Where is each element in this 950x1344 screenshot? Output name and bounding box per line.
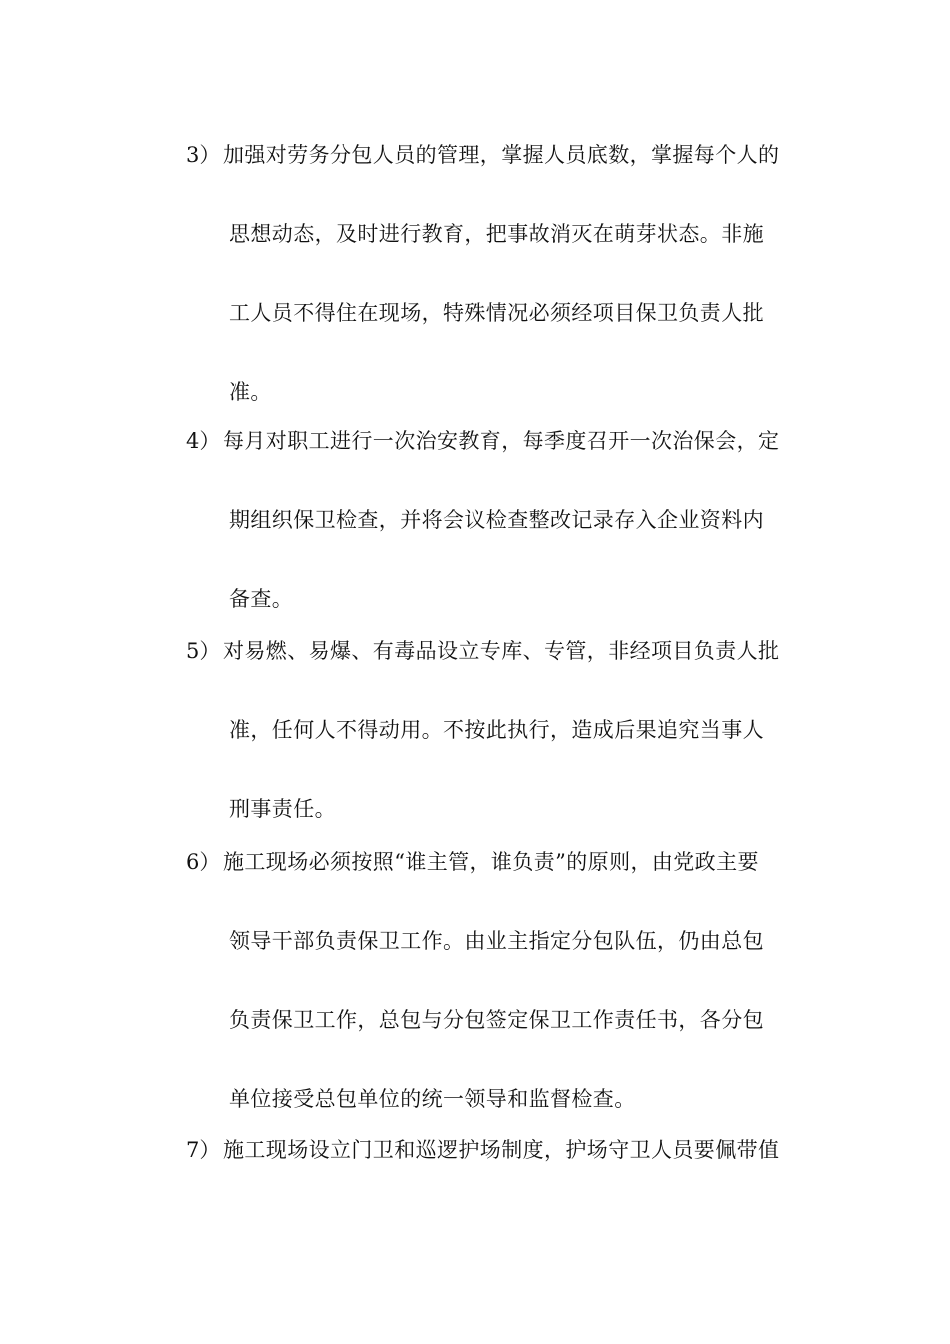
list-item (186, 1136, 806, 1215)
item-text: 对易燃、易爆、有毒品设立专库、专管，非经项目负责人批 (223, 639, 780, 663)
text-line (186, 220, 806, 299)
text-line (186, 427, 806, 506)
item-text: 思想动态，及时进行教育，把事故消灭在萌芽状态。非施 (229, 222, 764, 246)
text-line (186, 299, 806, 378)
text-line (186, 1006, 806, 1085)
text-line (186, 141, 806, 220)
item-text: 刑事责任。 (229, 797, 336, 821)
item-number: 3） (186, 143, 221, 167)
list-item (186, 848, 806, 1164)
item-text: 负责保卫工作，总包与分包签定保卫工作责任书，各分包 (229, 1008, 764, 1032)
item-number: 6） (186, 850, 221, 874)
item-text: 期组织保卫检查，并将会议检查整改记录存入企业资料内 (229, 508, 764, 532)
item-number: 7） (186, 1138, 221, 1162)
item-text: 单位接受总包单位的统一领导和监督检查。 (229, 1087, 636, 1111)
item-text: 加强对劳务分包人员的管理，掌握人员底数，掌握每个人的 (223, 143, 780, 167)
item-text: 领导干部负责保卫工作。由业主指定分包队伍，仍由总包 (229, 929, 764, 953)
text-line (186, 716, 806, 795)
text-line (186, 506, 806, 585)
item-text: 备查。 (229, 587, 294, 611)
text-line (186, 1136, 806, 1215)
list-item (186, 427, 806, 664)
list-item (186, 637, 806, 874)
item-text: 准，任何人不得动用。不按此执行，造成后果追究当事人 (229, 718, 764, 742)
text-line (186, 848, 806, 927)
item-text: 准。 (229, 380, 272, 404)
item-number: 4） (186, 429, 221, 453)
text-line (186, 927, 806, 1006)
item-number: 5） (186, 639, 221, 663)
item-text: 施工现场必须按照“谁主管，谁负责”的原则，由党政主要 (223, 850, 759, 874)
item-text: 施工现场设立门卫和巡逻护场制度，护场守卫人员要佩带值 (223, 1138, 780, 1162)
item-text: 工人员不得住在现场，特殊情况必须经项目保卫负责人批 (229, 301, 764, 325)
text-line (186, 637, 806, 716)
list-item (186, 141, 806, 457)
item-text: 每月对职工进行一次治安教育，每季度召开一次治保会，定 (223, 429, 780, 453)
